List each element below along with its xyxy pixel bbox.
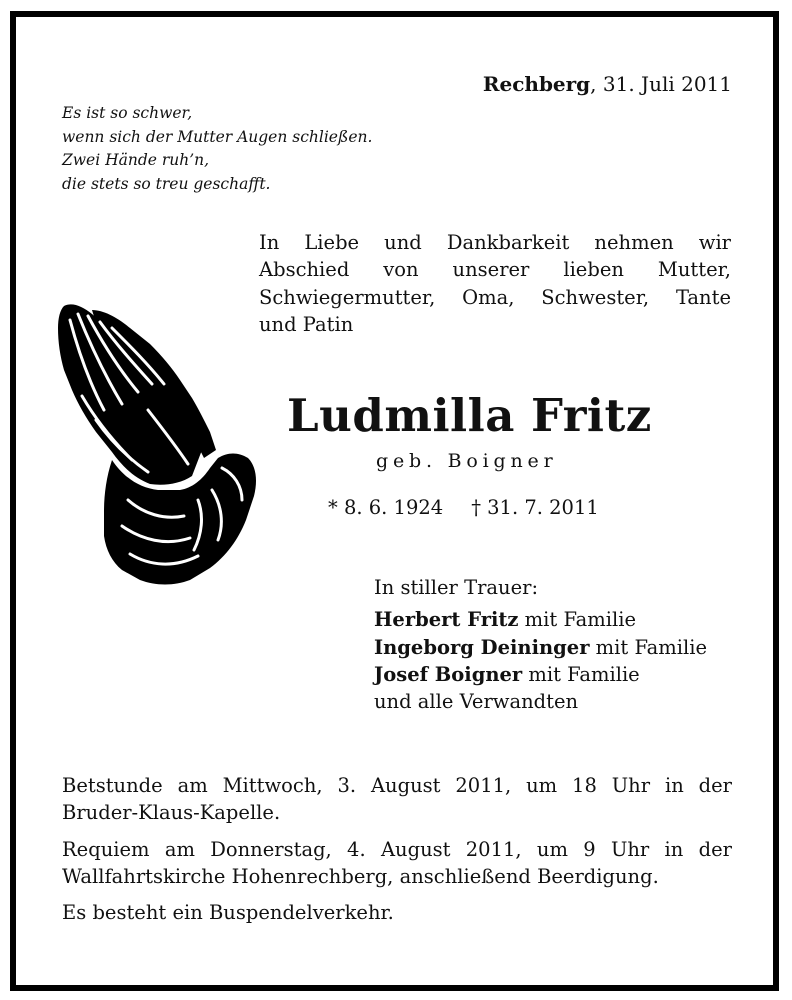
mourner-suffix: mit Familie (518, 608, 637, 632)
mourner-suffix: mit Familie (589, 635, 708, 659)
intro-line: und Patin (259, 312, 354, 336)
poem-line: Zwei Hände ruh’n, (62, 151, 210, 169)
birth-date: * 8. 6. 1924 (328, 496, 444, 519)
maiden-name: geb. Boigner (376, 450, 558, 472)
requiem-line: Wallfahrtskirche Hohenrechberg, anschließend Beerdigung. (62, 864, 659, 888)
life-dates (328, 496, 599, 519)
poem (62, 102, 372, 196)
mourners-heading: In stiller Trauer: (374, 576, 539, 599)
service-info (62, 772, 732, 935)
mourners-others: und alle Verwandten (374, 690, 579, 714)
intro-line: Abschied von unserer lieben Mutter, (259, 258, 731, 282)
requiem-service (62, 836, 732, 891)
poem-line: die stets so treu geschafft. (62, 174, 271, 193)
intro-text (259, 229, 731, 338)
death-date: † 31. 7. 2011 (471, 496, 599, 519)
bus-notice: Es besteht ein Buspendelverkehr. (62, 901, 394, 925)
prayer-service (62, 772, 732, 827)
intro-line: In Liebe und Dankbarkeit nehmen wir (259, 231, 731, 254)
mourner-line (374, 606, 707, 633)
mourner-name: Ingeborg Deininger (374, 635, 590, 659)
mourner-name: Herbert Fritz (374, 608, 519, 632)
prayer-line: Bruder-Klaus-Kapelle. (62, 801, 281, 825)
date: , 31. Juli 2011 (590, 72, 732, 96)
prayer-line: Betstunde am Mittwoch, 3. August 2011, um 18 Uhr in der (62, 774, 732, 797)
mourner-line (374, 661, 707, 688)
mourner-name: Josef Boigner (374, 662, 523, 686)
praying-hands-icon (52, 300, 258, 585)
intro-line: Schwiegermutter, Oma, Schwester, Tante (259, 285, 731, 309)
mourners-block (374, 574, 707, 715)
mourner-suffix: mit Familie (522, 662, 640, 686)
place-date-line (483, 72, 732, 96)
mourner-line (374, 634, 707, 661)
deceased-name: Ludmilla Fritz (287, 389, 652, 442)
poem-line: wenn sich der Mutter Augen schließen. (62, 127, 373, 146)
place: Rechberg (482, 72, 591, 96)
requiem-line: Requiem am Donnerstag, 4. August 2011, um 9 Uhr in der (62, 837, 732, 861)
poem-line: Es ist so schwer, (62, 104, 193, 122)
